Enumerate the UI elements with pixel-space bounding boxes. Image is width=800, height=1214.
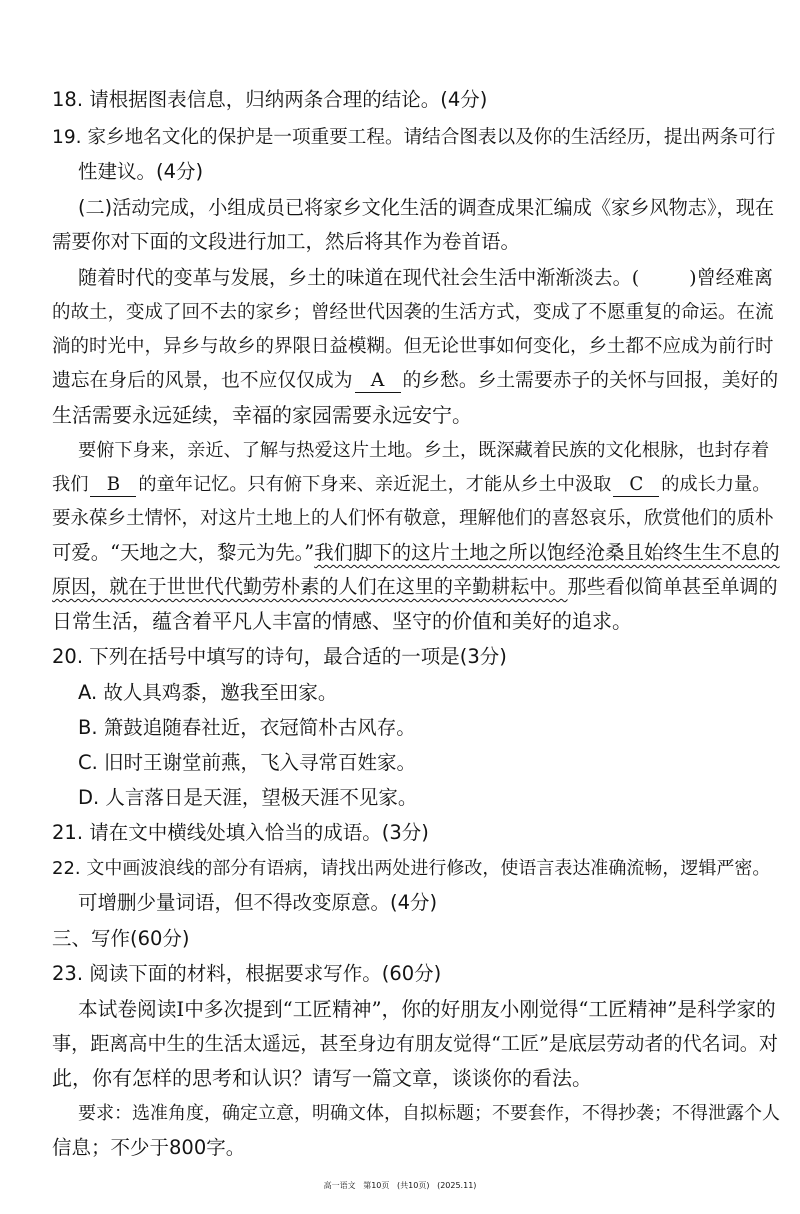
passage-p1-line2: 的故土，变成了回不去的家乡；曾经世代因袭的生活方式，变成了不愿重复的命运。在流 [52, 302, 774, 323]
wavy-underlined-text: 原因，就在于世世代代勤劳朴素的人们在这里的辛勤耕耘中。 [52, 575, 568, 598]
material-line3: 此，你有怎样的思考和认识？请写一篇文章，谈谈你的看法。 [52, 1066, 592, 1090]
q20-option-a: A. 故人具鸡黍，邀我至田家。 [78, 681, 338, 704]
q20-option-c: C. 旧时王谢堂前燕，飞入寻常百姓家。 [78, 751, 417, 774]
question-23-stem: 23. 阅读下面的材料，根据要求写作。(60分) [52, 962, 442, 985]
passage-p1-line5: 生活需要永远延续，幸福的家园需要永远安宁。 [52, 403, 472, 427]
passage-p2-line5 [52, 573, 778, 601]
passage-p2-line1: 要俯下身来，亲近、了解与热爱这片土地。乡土，既深藏着民族的文化根脉，也封存着 [78, 440, 770, 461]
passage-text: 随着时代的变革与发展，乡土的味道在现代社会生活中渐渐淡去。( [78, 266, 640, 289]
question-22-line1: 22. 文中画波浪线的部分有语病，请找出两处进行修改，使语言表达准确流畅，逻辑严密。 [52, 858, 771, 879]
passage-p1-line3: 淌的时光中，异乡与故乡的界限日益模糊。但无论世事如何变化，乡土都不应成为前行时 [52, 336, 774, 357]
passage-text: 的童年记忆。只有俯下身来、亲近泥土，才能从乡土中汲取 [138, 474, 612, 495]
activity-intro-line2: 需要你对下面的文段进行加工，然后将其作为卷首语。 [52, 230, 521, 253]
passage-text: 我们 [52, 474, 89, 495]
question-22-line2: 可增删少量词语，但不得改变原意。(4分) [78, 891, 438, 914]
requirements-line1: 要求：选准角度，确定立意，明确文体，自拟标题；不要套作，不得抄袭；不得泄露个人 [78, 1103, 780, 1124]
question-19-line1: 19. 家乡地名文化的保护是一项重要工程。请结合图表以及你的生活经历，提出两条可行 [52, 127, 776, 148]
activity-intro-line1: (二)活动完成，小组成员已将家乡文化生活的调查成果汇编成《家乡风物志》，现在 [78, 196, 775, 219]
blank-a: A [355, 370, 401, 393]
blank-c: C [613, 474, 659, 497]
passage-text: )曾经难离 [689, 266, 773, 289]
page-footer: 高一语文 第10页 (共10页) (2025.11) [323, 1181, 477, 1190]
material-line2: 事，距离高中生的生活太遥远，甚至身边有朋友觉得“工匠”是底层劳动者的代名词。对 [52, 1032, 778, 1055]
passage-p2-line6: 日常生活，蕴含着平凡人丰富的情感、坚守的价值和美好的追求。 [52, 609, 632, 633]
question-19-line2: 性建议。(4分) [78, 160, 204, 183]
passage-text: 那些看似简单甚至单调的 [567, 575, 778, 598]
section-writing-heading: 三、写作(60分) [52, 927, 190, 950]
passage-text: 的成长力量。 [661, 474, 771, 495]
passage-p2-line3: 要永葆乡土情怀，对这片土地上的人们怀有敬意，理解他们的喜怒哀乐，欣赏他们的质朴 [52, 508, 774, 529]
question-18: 18. 请根据图表信息，归纳两条合理的结论。(4分) [52, 88, 488, 111]
passage-p2-line2 [52, 471, 770, 499]
passage-p2-line4 [52, 539, 780, 567]
wavy-underlined-text: 我们脚下的这片土地之所以饱经沧桑且始终生生不息的 [314, 541, 780, 564]
material-line1: 本试卷阅读Ⅰ中多次提到“工匠精神”，你的好朋友小刚觉得“工匠精神”是科学家的 [78, 998, 776, 1021]
passage-text: 的乡愁。乡土需要赤子的关怀与回报，美好的 [402, 370, 779, 391]
passage-p1-line1 [78, 264, 773, 292]
blank-b: B [90, 474, 136, 497]
requirements-line2: 信息；不少于800字。 [52, 1136, 246, 1159]
q20-option-b: B. 箫鼓追随春社近，衣冠简朴古风存。 [78, 716, 416, 739]
passage-text: 可爱。“天地之大，黎元为先。” [52, 541, 315, 564]
passage-text: 遗忘在身后的风景，也不应仅仅成为 [52, 370, 353, 391]
q20-option-d: D. 人言落日是天涯，望极天涯不见家。 [78, 786, 418, 809]
passage-p1-line4 [52, 367, 778, 395]
question-20-stem: 20. 下列在括号中填写的诗句，最合适的一项是(3分) [52, 645, 507, 668]
question-21: 21. 请在文中横线处填入恰当的成语。(3分) [52, 821, 429, 844]
